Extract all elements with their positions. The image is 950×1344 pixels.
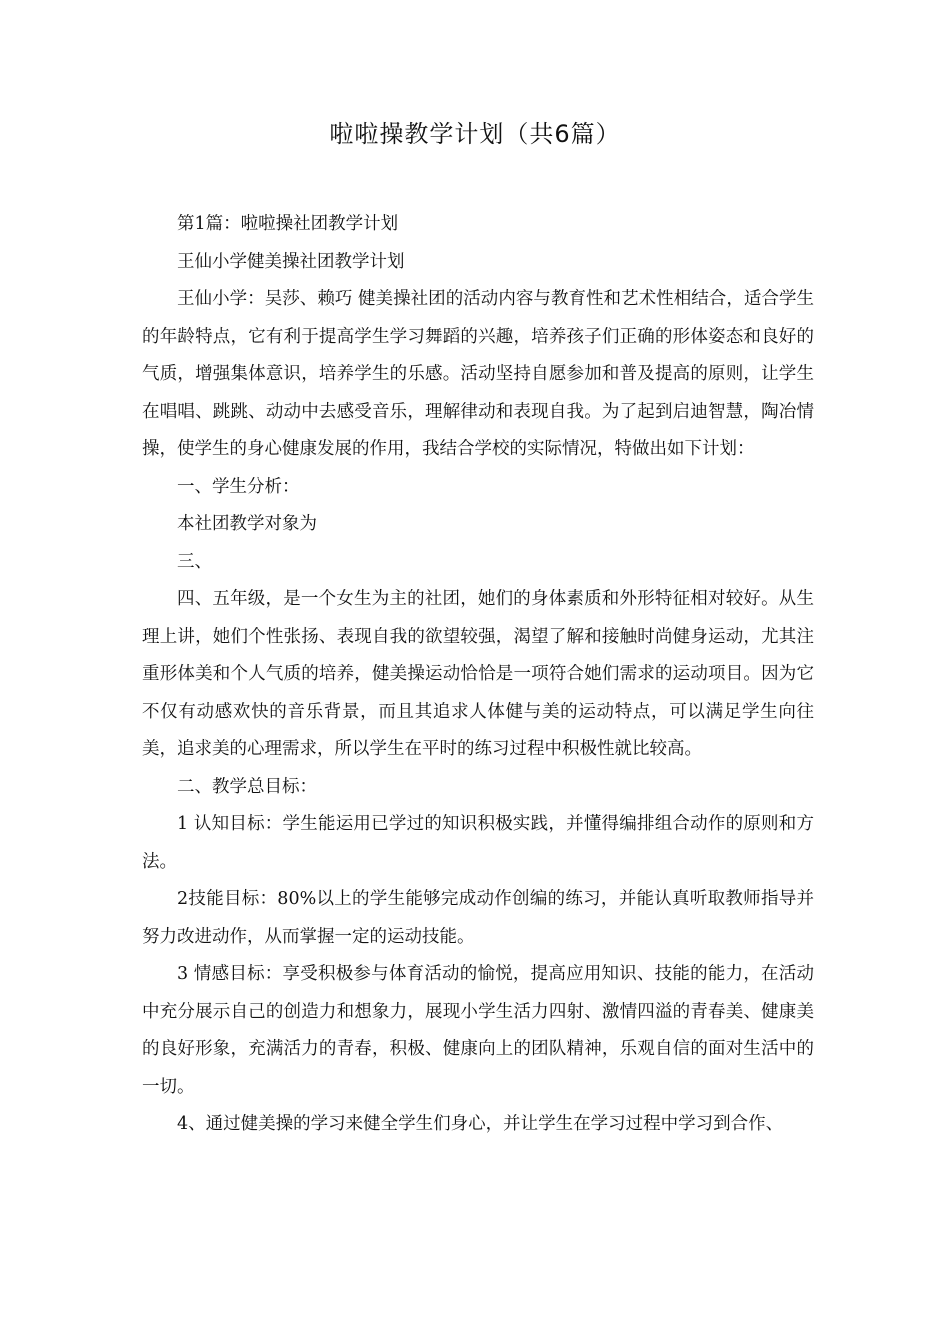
paragraph: 本社团教学对象为 — [177, 514, 317, 534]
paragraph: 2技能目标：80%以上的学生能够完成动作创编的练习，并能认真听取教师指导并努力改进动作，从而掌握一定的运动技能。 — [142, 889, 814, 947]
document-title: 啦啦操教学计划（共6篇） — [329, 120, 621, 148]
paragraph: 王仙小学健美操社团教学计划 — [177, 251, 405, 272]
paragraph: 四、五年级，是一个女生为主的社团，她们的身体素质和外形特征相对较好。从生理上讲，她们个性张扬、表现自我的欲望较强，渴望了解和接触时尚健身运动，尤其注重形体美和个人气质的培养，健美操运动恰恰是一项符合她们需求的运动项目。因为它不仅有动感欢快的音乐背景，而且其追求人体健与美的运动特点，可以满足学生向往美，追求美的心理需求，所以学生在平时的练习过程中积极性就比较高。 — [142, 589, 814, 759]
paragraph: 王仙小学：吴莎、赖巧 健美操社团的活动内容与教育性和艺术性相结合，适合学生的年龄特点，它有利于提高学生学习舞蹈的兴趣，培养孩子们正确的形体姿态和良好的气质，增强集体意识，培养学生的乐感。活动坚持自愿参加和普及提高的原则，让学生在唱唱、跳跳、动动中去感受音乐，理解律动和表现自我。为了起到启迪智慧，陶冶情操，使学生的身心健康发展的作用，我结合学校的实际情况，特做出如下计划： — [142, 289, 814, 459]
paragraph: 二、教学总目标： — [177, 776, 317, 797]
document-body — [142, 206, 814, 1144]
paragraph: 1 认知目标：学生能运用已学过的知识积极实践，并懂得编排组合动作的原则和方法。 — [142, 814, 814, 872]
paragraph: 第1篇：啦啦操社团教学计划 — [177, 214, 399, 234]
paragraph: 一、学生分析： — [177, 476, 300, 497]
paragraph: 三、 — [177, 551, 212, 572]
paragraph: 3 情感目标：享受积极参与体育活动的愉悦，提高应用知识、技能的能力，在活动中充分展示自己的创造力和想象力，展现小学生活力四射、激情四溢的青春美、健康美的良好形象，充满活力的青春，积极、健康向上的团队精神，乐观自信的面对生活中的一切。 — [142, 964, 814, 1097]
paragraph: 4、通过健美操的学习来健全学生们身心，并让学生在学习过程中学习到合作、 — [177, 1114, 784, 1134]
